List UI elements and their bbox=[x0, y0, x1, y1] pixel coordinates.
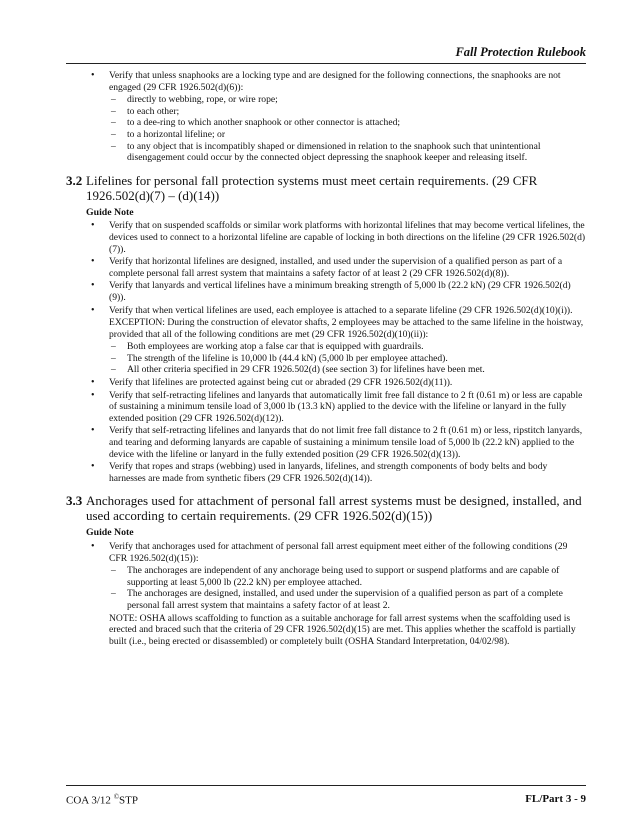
bullet-item: • Verify that when vertical lifelines are used, each employee is attached to a separate lifeline (29 CFR 1926.502(d)(10)(i)). bbox=[86, 305, 586, 317]
footer-rule bbox=[66, 785, 586, 786]
exception-paragraph: EXCEPTION: During the construction of elevator shafts, 2 employees may be attached to the same lifeline in the hoistway, provided that all of the following conditions are met (29 CFR 1926.502(d)(10)(ii)): bbox=[109, 317, 584, 340]
exception-dash-item: – All other criteria specified in 29 CFR 1926.502(d) (see section 3) for lifelines have been met. bbox=[109, 364, 586, 376]
intro-dash-item: – to each other; bbox=[109, 106, 586, 118]
anchorage-dash-item: – The anchorages are designed, installed, and used under the supervision of a qualified person as part of a complete personal fall arrest system that maintains a safety factor of at least 2. bbox=[109, 588, 586, 611]
bullet-item: • Verify that lanyards and vertical lifelines have a minimum breaking strength of 5,000 lb (22.2 kN) (29 CFR 1926.502(d)(9)). bbox=[86, 280, 586, 303]
bullet-item: • Verify that ropes and straps (webbing) used in lanyards, lifelines, and strength components of body belts and body harnesses are made from synthetic fibers (29 CFR 1926.502(d)(14)). bbox=[86, 461, 586, 484]
section-number: 3.3 bbox=[66, 493, 83, 509]
bullet-item: • Verify that horizontal lifelines are designed, installed, and used under the supervision of a qualified person as part of a complete personal fall arrest system that maintains a safety factor of at least 2 (29 CFR 1926.502(d)(8)). bbox=[86, 256, 586, 279]
bullet-item: • Verify that self-retracting lifelines and lanyards that do not limit free fall distance to 2 ft (0.61 m) or less, ripstitch lanyards, and tearing and deforming lanyards are capable of sustaining a minimum tensile load of 5,000 lb (22.2 kN) applied to the device with the lifeline or lanyard in the fully extended position (29 CFR 1926.502(d)(13)). bbox=[86, 425, 586, 460]
bullet-text: Verify that anchorages used for attachment of personal fall arrest equipment meet either of the following conditions (29 CFR 1926.502(d)(15)): bbox=[109, 541, 568, 564]
section-title: Lifelines for personal fall protection systems must meet certain requirements. (29 CFR 1926.502(d)(7) – (d)(14)) bbox=[86, 172, 538, 203]
section-3-2-bullets-b bbox=[66, 377, 586, 484]
exception-dash-item: – The strength of the lifeline is 10,000 lb (44.4 kN) (5,000 lb per employee attached). bbox=[109, 353, 586, 365]
intro-dash-item: – to a horizontal lifeline; or bbox=[109, 129, 586, 141]
intro-bullet bbox=[86, 70, 586, 164]
footer-document-id bbox=[66, 793, 138, 807]
section-3-3-bullets bbox=[66, 541, 586, 647]
bullet-item: • Verify that on suspended scaffolds or similar work platforms with horizontal lifelines that may become vertical lifelines, the devices used to connect to a horizontal lifeline are capable of locking in both directions on the lifeline (29 CFR 1926.502(d)(7)). bbox=[86, 220, 586, 255]
guide-note-heading: Guide Note bbox=[86, 527, 134, 539]
running-header-title: Fall Protection Rulebook bbox=[455, 45, 586, 59]
intro-dash-item: – directly to webbing, rope, or wire rope; bbox=[109, 94, 586, 106]
section-number: 3.2 bbox=[66, 172, 83, 188]
section-3-2 bbox=[66, 173, 586, 485]
page-content bbox=[66, 70, 586, 648]
intro-bullet-list bbox=[66, 70, 586, 164]
intro-dash-item: – to any object that is incompatibly shaped or dimensioned in relation to the snaphook such that unintentional disengagement could occur by the connected object depressing the snaphook keeper and releasing itself. bbox=[109, 141, 586, 164]
exception-dash-item: – Both employees are working atop a false car that is equipped with guardrails. bbox=[109, 341, 586, 353]
section-title: Anchorages used for attachment of personal fall arrest systems must be designed, installed, and used according to certain requirements. (29 CFR 1926.502(d)(15)) bbox=[86, 493, 582, 524]
section-3-3 bbox=[66, 493, 586, 647]
intro-bullet-text: Verify that unless snaphooks are a locking type and are designed for the following connections, the snaphooks are not engaged (29 CFR 1926.502(d)(6)): bbox=[109, 70, 561, 93]
intro-dash-item: – to a dee-ring to which another snaphook or other connector is attached; bbox=[109, 117, 586, 129]
footer-page-number: FL/Part 3 - 9 bbox=[525, 793, 586, 805]
bullet-item: • Verify that lifelines are protected against being cut or abraded (29 CFR 1926.502(d)(11)). bbox=[86, 377, 586, 389]
bullet-item: • Verify that self-retracting lifelines and lanyards that automatically limit free fall distance to 2 ft (0.61 m) or less are capable of sustaining a minimum tensile load of 3,000 lb (13.3 kN) applied to the device with the lifeline or lanyard in the fully extended position (29 CFR 1926.502(d)(12)). bbox=[86, 390, 586, 425]
section-3-2-bullets-a bbox=[66, 220, 586, 316]
anchorage-dash-item: – The anchorages are independent of any anchorage being used to support or suspend platforms and are capable of supporting at least 5,000 lb (22.2 kN) per employee attached. bbox=[109, 565, 586, 588]
exception-dash-list bbox=[109, 341, 586, 376]
osha-note: NOTE: OSHA allows scaffolding to function as a suitable anchorage for fall arrest systems when the scaffolding used is erected and braced such that the criteria of 29 CFR 1926.502(d)(15) are met. This applies whether the scaffold is partially built (i.e., being erected or disassembled) or completely built (OSHA Standard Interpretation, 04/02/98). bbox=[109, 612, 576, 647]
footer-left-suffix: STP bbox=[119, 794, 138, 807]
intro-dash-list bbox=[109, 94, 586, 164]
copyright-mark: © bbox=[113, 793, 120, 801]
header-rule bbox=[66, 63, 586, 64]
guide-note-heading: Guide Note bbox=[86, 206, 134, 218]
bullet-item bbox=[86, 541, 586, 647]
anchorage-dash-list bbox=[109, 565, 586, 611]
footer-left-text: COA 3/12 bbox=[66, 794, 111, 807]
